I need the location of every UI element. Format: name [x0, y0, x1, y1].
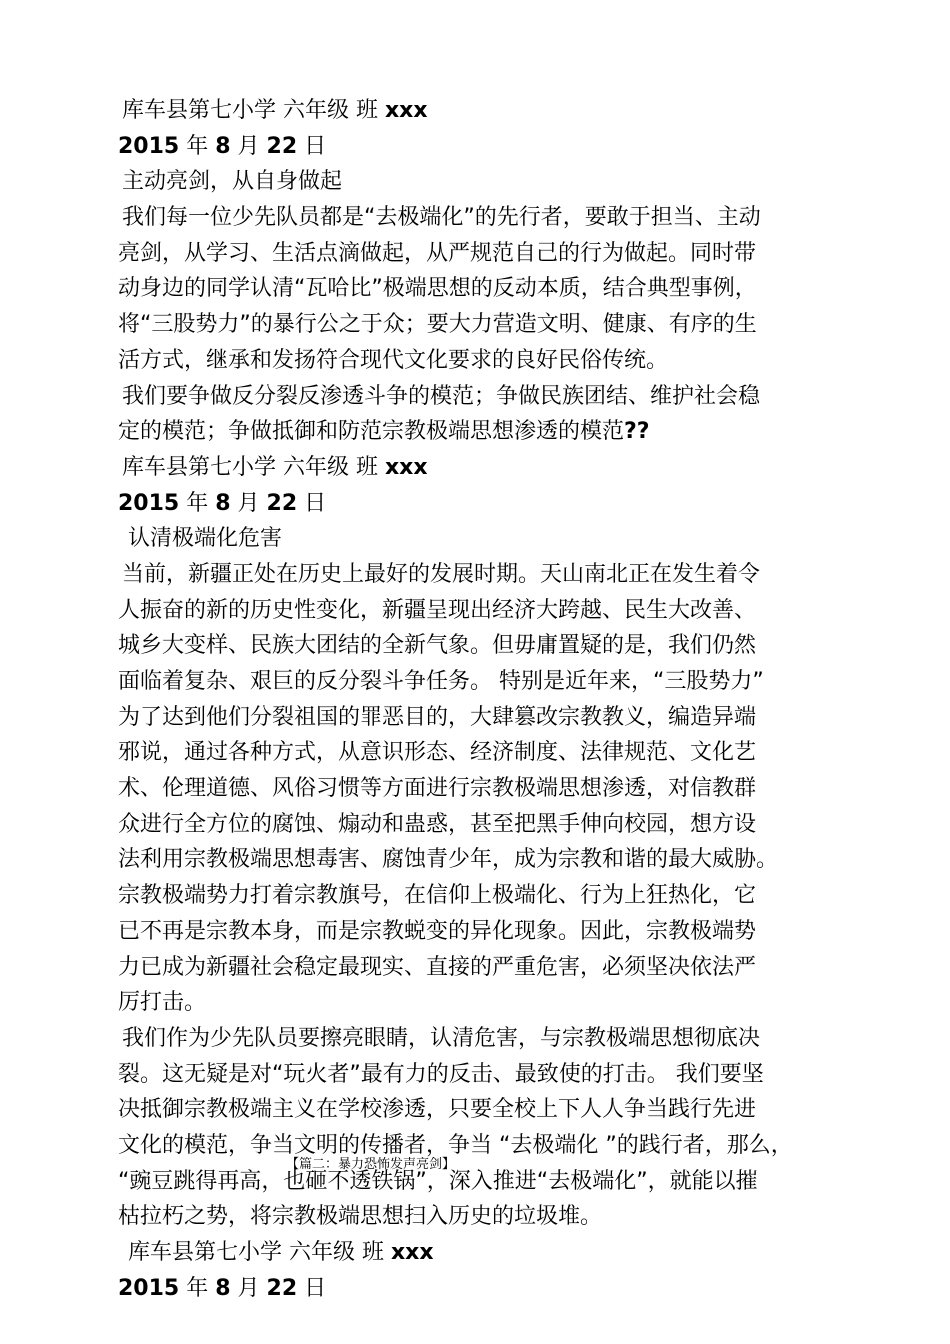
text-line: 宗教极端势力打着宗教旗号，在信仰上极端化、行为上狂热化，它 [118, 883, 757, 909]
text-line: 库车县第七小学 六年级 班 xxx [128, 1240, 434, 1265]
text-line: 我们要争做反分裂反渗透斗争的模范；争做民族团结、维护社会稳 [122, 383, 761, 409]
text-line: 邪说，通过各种方式，从意识形态、经济制度、法律规范、文化艺 [118, 740, 757, 766]
text-line: 文化的模范，争当文明的传播者，争当 “去极端化 ”的践行者，那么， [118, 1132, 793, 1158]
text-line: 亮剑，从学习、生活点滴做起，从严规范自己的行为做起。同时带 [118, 240, 757, 266]
text-line: 人振奋的新的历史性变化，新疆呈现出经济大跨越、民生大改善、 [118, 597, 757, 623]
text-line: 2015 年 8 月 22 日 [118, 1275, 327, 1301]
text-line: 认清极端化危害 [128, 526, 283, 552]
text-line: 决抵御宗教极端主义在学校渗透，只要全校上下人人争当践行先进 [118, 1097, 757, 1123]
text-line: 法利用宗教极端思想毒害、腐蚀青少年，成为宗教和谐的最大威胁。 [118, 847, 779, 873]
text-line: 力已成为新疆社会稳定最现实、直接的严重危害，必须坚决依法严 [118, 954, 757, 980]
text-line: 活方式，继承和发扬符合现代文化要求的良好民俗传统。 [118, 347, 669, 373]
text-line: 2015 年 8 月 22 日 [118, 133, 327, 159]
text-line: 为了达到他们分裂祖国的罪恶目的，大肆篡改宗教教义，编造异端 [118, 704, 757, 730]
text-line: 定的模范；争做抵御和防范宗教极端思想渗透的模范?? [118, 419, 650, 445]
text-line: 将“三股势力”的暴行公之于众；要大力营造文明、健康、有序的生 [118, 312, 757, 338]
text-line: 库车县第七小学 六年级 班 xxx [122, 98, 428, 123]
text-line: 枯拉朽之势，将宗教极端思想扫入历史的垃圾堆。 [118, 1204, 603, 1230]
text-line: 众进行全方位的腐蚀、煽动和蛊惑，甚至把黑手伸向校园，想方设 [118, 811, 757, 837]
text-line: “豌豆跳得再高，也砸不透铁锅”，深入推进“去极端化”，就能以摧 [118, 1168, 758, 1194]
text-line: 已不再是宗教本身，而是宗教蜕变的异化现象。因此，宗教极端势 [118, 918, 757, 944]
text-line: 我们每一位少先队员都是“去极端化”的先行者，要敢于担当、主动 [122, 205, 761, 231]
text-line: 城乡大变样、民族大团结的全新气象。但毋庸置疑的是，我们仍然 [118, 633, 757, 659]
document-body [118, 93, 848, 1306]
text-line: 厉打击。 [118, 990, 207, 1016]
text-line: 动身边的同学认清“瓦哈比”极端思想的反动本质，结合典型事例， [118, 276, 757, 302]
text-line: 术、伦理道德、风俗习惯等方面进行宗教极端思想渗透，对信教群 [118, 776, 757, 802]
text-line: 主动亮剑，从自身做起 [122, 169, 343, 195]
section-heading-note: 【篇二：暴力恐怖发声亮剑】 [286, 1157, 456, 1172]
text-line: 当前，新疆正处在历史上最好的发展时期。天山南北正在发生着令 [122, 561, 761, 587]
text-line: 2015 年 8 月 22 日 [118, 490, 327, 516]
text-line: 我们作为少先队员要擦亮眼睛，认清危害，与宗教极端思想彻底决 [122, 1025, 761, 1051]
text-line: 裂。这无疑是对“玩火者”最有力的反击、最致使的打击。 我们要坚 [118, 1061, 764, 1087]
text-line: 库车县第七小学 六年级 班 xxx [122, 454, 428, 480]
text-line: 面临着复杂、艰巨的反分裂斗争任务。 特别是近年来，“三股势力” [118, 669, 764, 694]
